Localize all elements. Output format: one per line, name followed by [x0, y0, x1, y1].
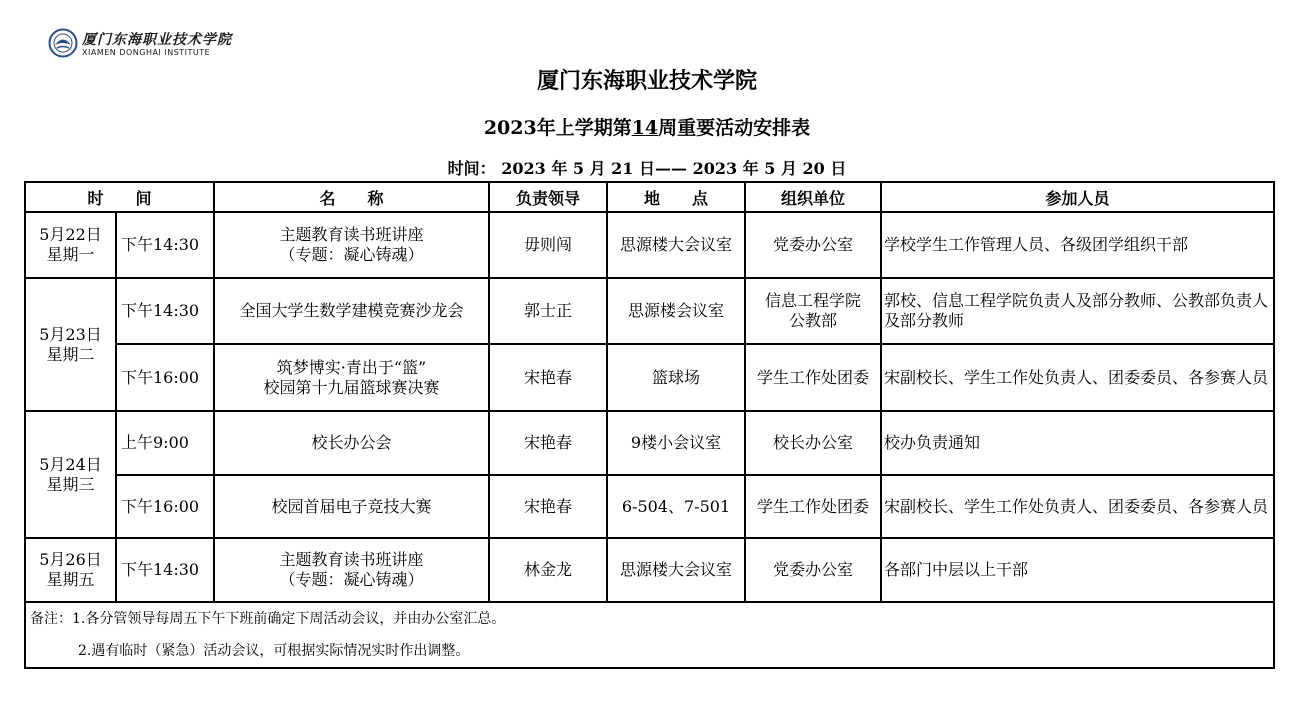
time-cell: 下午16:00	[116, 344, 214, 411]
document-title: 厦门东海职业技术学院	[536, 68, 757, 94]
leader-cell: 郭士正	[489, 278, 607, 344]
org-name: 信息工程学院	[765, 291, 862, 310]
time-cell: 上午9:00	[116, 411, 214, 475]
day-cell	[25, 212, 116, 278]
place-cell: 6-504、7-501	[607, 475, 745, 538]
time-cell: 下午16:00	[116, 475, 214, 538]
subtitle-week: 14	[631, 117, 659, 139]
event-name: 主题教育读书班讲座	[279, 225, 424, 244]
time-cell: 下午14:30	[116, 212, 214, 278]
subtitle-suffix: 周重要活动安排表	[658, 117, 811, 139]
participants-cell: 校办负责通知	[881, 411, 1274, 475]
event-name-cell	[214, 475, 489, 538]
participants-cell: 郭校、信息工程学院负责人及部分教师、公教部负责人及部分教师	[881, 278, 1274, 344]
day-date: 5月23日	[39, 324, 102, 344]
day-date: 5月24日	[39, 454, 102, 474]
table-row	[25, 212, 1274, 278]
subtitle-prefix: 2023年上学期第	[483, 117, 632, 139]
org-cell	[745, 278, 881, 344]
leader-cell: 毋则闯	[489, 212, 607, 278]
school-logo	[48, 28, 248, 60]
leader-cell: 宋艳春	[489, 475, 607, 538]
event-name-cell	[214, 278, 489, 344]
date-range: 时间： 2023 年 5 月 21 日—— 2023 年 5 月 20 日	[447, 159, 847, 178]
table-row	[25, 538, 1274, 602]
leader-cell: 宋艳春	[489, 411, 607, 475]
event-name-cell	[214, 538, 489, 602]
day-weekday: 星期二	[46, 344, 95, 364]
note-1: 备注：1.各分管领导每周五下午下班前确定下周活动会议，并由办公室汇总。	[30, 611, 506, 627]
day-date: 5月22日	[39, 225, 102, 244]
org-name: 校长办公室	[773, 433, 854, 452]
event-name-line2: （专题：凝心铸魂）	[279, 245, 424, 264]
place-cell: 思源楼会议室	[607, 278, 745, 344]
event-name-cell	[214, 411, 489, 475]
org-cell	[745, 538, 881, 602]
event-name-cell	[214, 344, 489, 411]
day-cell	[25, 278, 116, 411]
place-cell: 思源楼大会议室	[607, 538, 745, 602]
org-cell	[745, 212, 881, 278]
day-weekday: 星期三	[46, 474, 95, 494]
org-cell	[745, 344, 881, 411]
place-cell: 篮球场	[607, 344, 745, 411]
table-row	[25, 475, 1274, 538]
event-name: 全国大学生数学建模竞赛沙龙会	[239, 301, 464, 320]
event-name: 校园首届电子竞技大赛	[271, 496, 432, 516]
table-row	[25, 411, 1274, 475]
time-cell: 下午14:30	[116, 538, 214, 602]
event-name-line2: （专题：凝心铸魂）	[279, 570, 424, 589]
participants-cell: 宋副校长、学生工作处负责人、团委委员、各参赛人员	[881, 475, 1274, 538]
org-name: 学生工作处团委	[757, 496, 870, 516]
place-cell: 思源楼大会议室	[607, 212, 745, 278]
participants-cell: 各部门中层以上干部	[881, 538, 1274, 602]
event-name: 校长办公会	[311, 433, 392, 452]
note-2: 2.遇有临时（紧急）活动会议，可根据实际情况实时作出调整。	[78, 643, 470, 659]
event-name: 筑梦博实·青出于“篮”	[276, 357, 427, 377]
day-cell	[25, 538, 116, 602]
schedule-table	[24, 181, 1275, 669]
leader-cell: 宋艳春	[489, 344, 607, 411]
logo-name-cn: 厦门东海职业技术学院	[82, 32, 232, 48]
logo-name-en: XIAMEN DONGHAI INSTITUTE	[82, 48, 211, 57]
org-name-line2: 公教部	[789, 311, 838, 330]
notes-row	[25, 602, 1274, 668]
header-participants: 参加人员	[881, 182, 1274, 212]
notes-cell	[25, 602, 1274, 668]
org-cell	[745, 475, 881, 538]
participants-cell: 宋副校长、学生工作处负责人、团委委员、各参赛人员	[881, 344, 1274, 411]
header-time: 时 间	[25, 182, 214, 212]
event-name-line2: 校园第十九届篮球赛决赛	[263, 377, 440, 397]
participants-cell: 学校学生工作管理人员、各级团学组织干部	[881, 212, 1274, 278]
header-name: 名 称	[214, 182, 489, 212]
day-cell	[25, 411, 116, 538]
day-weekday: 星期一	[46, 245, 95, 264]
table-row	[25, 344, 1274, 411]
day-weekday: 星期五	[46, 570, 95, 589]
document-subtitle	[0, 113, 1294, 140]
org-cell	[745, 411, 881, 475]
event-name: 主题教育读书班讲座	[279, 550, 424, 569]
header-leader: 负责领导	[489, 182, 607, 212]
header-org: 组织单位	[745, 182, 881, 212]
day-date: 5月26日	[39, 550, 102, 569]
table-row	[25, 278, 1274, 344]
table-header-row	[25, 182, 1274, 212]
leader-cell: 林金龙	[489, 538, 607, 602]
org-name: 学生工作处团委	[757, 367, 870, 387]
org-name: 党委办公室	[773, 235, 854, 254]
place-cell: 9楼小会议室	[607, 411, 745, 475]
event-name-cell	[214, 212, 489, 278]
time-cell: 下午14:30	[116, 278, 214, 344]
header-place: 地 点	[607, 182, 745, 212]
org-name: 党委办公室	[773, 560, 854, 579]
school-emblem-icon	[48, 28, 78, 58]
